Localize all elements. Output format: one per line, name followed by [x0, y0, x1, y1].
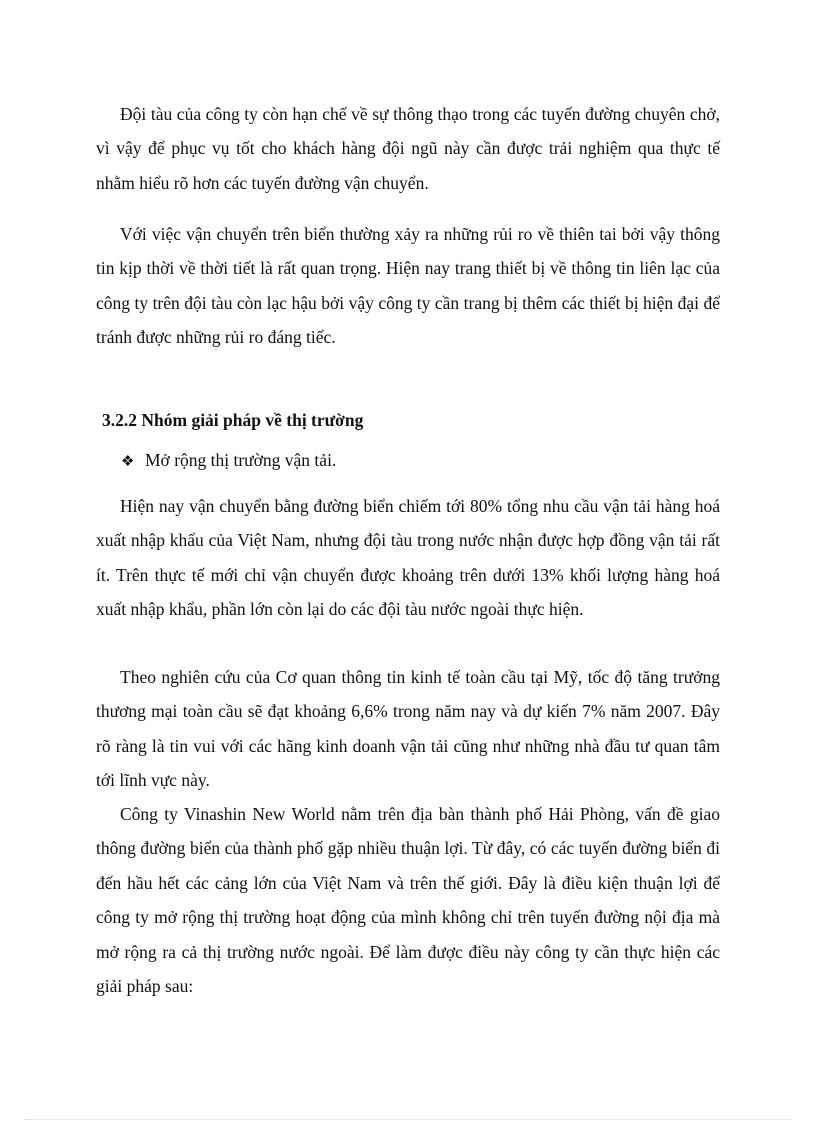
bullet-item: [121, 450, 336, 471]
diamond-bullet-icon: ❖: [121, 454, 135, 470]
paragraph-fleet-expertise: Đội tàu của công ty còn hạn chế về sự thông thạo trong các tuyến đường chuyên chở, vì vậy để phục vụ tốt cho khách hàng đội ngũ này cần được trải nghiệm qua thực tế nhằm hiểu rõ hơn các tuyến đường vận chuyển.: [96, 104, 720, 193]
paragraph-sea-transport-share: Hiện nay vận chuyển bằng đường biển chiếm tới 80% tổng nhu cầu vận tải hàng hoá xuất nhập khẩu của Việt Nam, nhưng đội tàu trong nước nhận được hợp đồng vận tải rất ít. Trên thực tế mới chỉ vận chuyển được khoảng trên dưới 13% khối lượng hàng hoá xuất nhập khẩu, phần lớn còn lại do các đội tàu nước ngoài thực hiện.: [96, 496, 720, 620]
paragraph-weather-communication: Với việc vận chuyển trên biển thường xảy ra những rủi ro về thiên tai bởi vậy thông tin kịp thời về thời tiết là rất quan trọng. Hiện nay trang thiết bị về thông tin liên lạc của công ty trên đội tàu còn lạc hậu bởi vậy công ty cần trang bị thêm các thiết bị hiện đại để tránh được những rủi ro đáng tiếc.: [96, 224, 720, 348]
paragraph-global-trade-growth: Theo nghiên cứu của Cơ quan thông tin kinh tế toàn cầu tại Mỹ, tốc độ tăng trưởng thương mại toàn cầu sẽ đạt khoảng 6,6% trong năm nay và dự kiến 7% năm 2007. Đây rõ ràng là tin vui với các hãng kinh doanh vận tải cũng như những nhà đầu tư quan tâm tới lĩnh vực này.: [96, 667, 720, 791]
section-heading: 3.2.2 Nhóm giải pháp về thị trường: [102, 410, 364, 430]
paragraph-company-location: Công ty Vinashin New World nằm trên địa bàn thành phố Hải Phòng, vấn đề giao thông đường biển của thành phố gặp nhiều thuận lợi. Từ đây, có các tuyến đường biển đi đến hầu hết các cảng lớn của Việt Nam và trên thế giới. Đây là điều kiện thuận lợi để công ty mở rộng thị trường hoạt động của mình không chỉ trên tuyến đường nội địa mà mở rộng ra cả thị trường nước ngoài. Để làm được điều này công ty cần thực hiện các giải pháp sau:: [96, 804, 720, 997]
page-bottom-divider: [24, 1119, 792, 1120]
bullet-text: Mở rộng thị trường vận tải.: [145, 450, 337, 470]
